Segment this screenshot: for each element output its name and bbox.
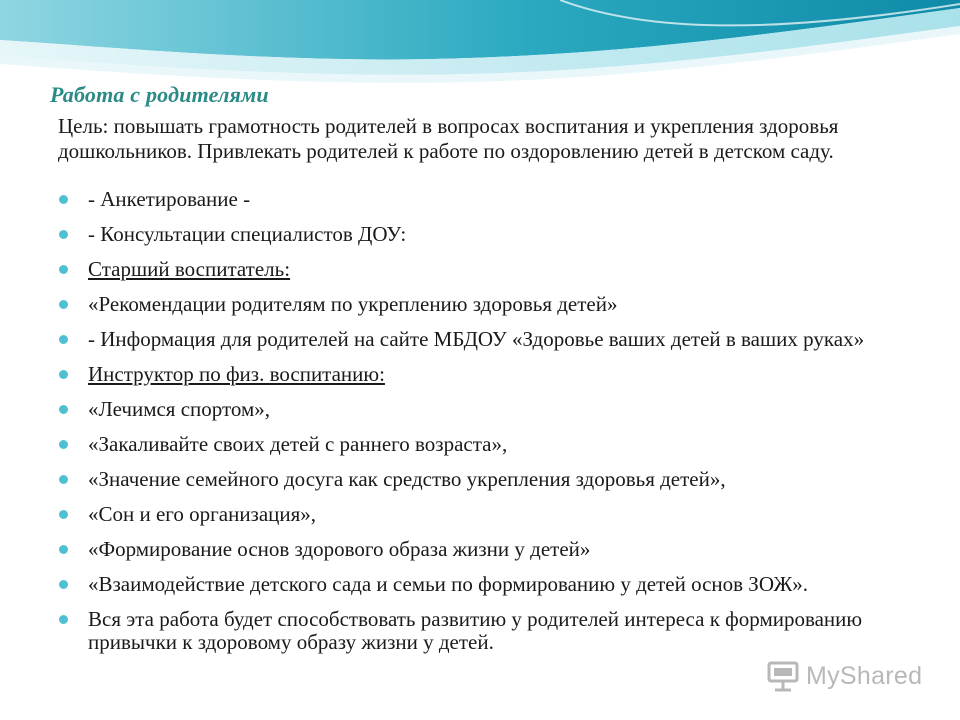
list-item-text: - Консультации специалистов ДОУ: (88, 222, 407, 246)
list-item-text: «Значение семейного досуга как средство укрепления здоровья детей», (88, 467, 726, 491)
list-item (57, 328, 887, 351)
list-item (57, 573, 887, 596)
bullet-icon (59, 580, 68, 589)
list-item-text: «Лечимся спортом», (88, 397, 271, 421)
bullet-icon (59, 335, 68, 344)
bullet-icon (59, 510, 68, 519)
bullet-icon (59, 405, 68, 414)
list-item (57, 468, 887, 491)
bullet-list (57, 188, 887, 666)
list-item-text: «Взаимодействие детского сада и семьи по формированию у детей основ ЗОЖ». (88, 572, 809, 596)
list-item-text: «Закаливайте своих детей с раннего возраста», (88, 432, 508, 456)
bullet-icon (59, 300, 68, 309)
list-item-text: «Рекомендации родителям по укреплению здоровья детей» (88, 292, 618, 316)
bullet-icon (59, 370, 68, 379)
list-item-text: Вся эта работа будет способствовать развитию у родителей интереса к формированию привычки к здоровому образу жизни у детей. (88, 607, 863, 654)
list-item (57, 608, 887, 654)
list-item (57, 258, 887, 281)
list-item (57, 433, 887, 456)
list-item-text: - Анкетирование - (88, 187, 251, 211)
bullet-icon (59, 615, 68, 624)
bullet-icon (59, 230, 68, 239)
slide-title: Работа с родителями (50, 82, 269, 107)
list-item (57, 223, 887, 246)
bullet-icon (59, 440, 68, 449)
list-item-text: «Формирование основ здорового образа жизни у детей» (88, 537, 591, 561)
list-item-text: - Информация для родителей на сайте МБДОУ «Здоровье ваших детей в ваших руках» (88, 327, 865, 351)
watermark-text: MyShared (806, 661, 923, 690)
list-item (57, 188, 887, 211)
list-item-text: Старший воспитатель: (88, 257, 291, 281)
list-item (57, 398, 887, 421)
bullet-icon (59, 195, 68, 204)
list-item (57, 363, 887, 386)
list-item (57, 293, 887, 316)
list-item-text: «Сон и его организация», (88, 502, 317, 526)
bullet-icon (59, 545, 68, 554)
list-item (57, 503, 887, 526)
list-item-text: Инструктор по физ. воспитанию: (88, 362, 385, 386)
bullet-icon (59, 475, 68, 484)
header-wave-decoration (0, 0, 960, 90)
presentation-board-icon (766, 659, 800, 693)
watermark (766, 656, 922, 696)
list-item (57, 538, 887, 561)
bullet-icon (59, 265, 68, 274)
goal-paragraph: Цель: повышать грамотность родителей в вопросах воспитания и укрепления здоровья дошкольников. Привлекать родителей к работе по оздоровлению детей в детском саду. (58, 114, 839, 163)
